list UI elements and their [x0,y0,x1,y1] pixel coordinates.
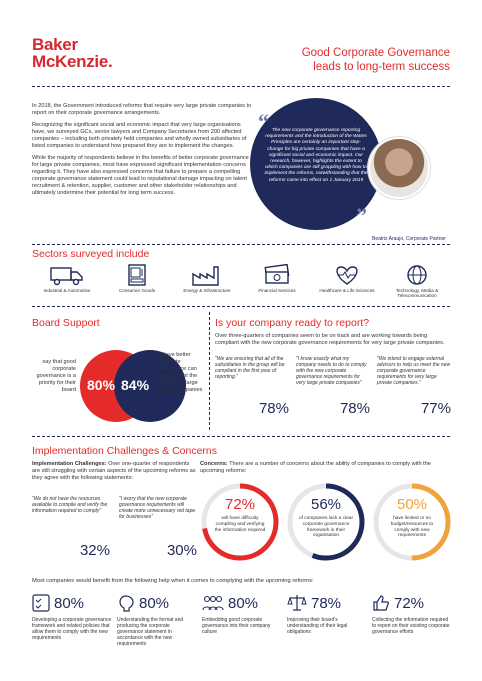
challenges-title: Implementation Challenges & Concerns [32,445,218,457]
concern-text: of companies lack a clear corporate governance framework in their organisation [298,516,354,539]
help-pct: 80% [139,594,170,612]
help-list [32,592,452,647]
money-icon [260,264,294,286]
factory-icon [190,264,224,286]
sectors-title: Sectors surveyed include [32,248,150,260]
concern-text: will have difficulty compiling and verifying the information required [214,516,266,533]
globe-icon [400,264,434,286]
sector-item [312,264,382,299]
help-item [32,592,112,647]
truck-icon [50,264,84,286]
headline-line1: Good Corporate Governance [301,47,450,59]
ready-quote-card [215,356,289,418]
brand-logo-line2: McKenzie. [32,52,113,71]
sector-item [382,264,452,299]
intro-paragraph-2: Recognizing the significant social and economic impact that very large organisations have, we surveyed GCs, senior lawyers and Company Secretaries from 200 affected companies – including both privately held companies and wholly owned subsidiaries of listed companies to understand how prepared they are to implement the changes. [32,122,247,149]
divider-challenges [32,436,450,437]
help-pct: 80% [228,594,259,612]
sector-label: Technology, Media & Telecommunication [395,287,439,298]
intro-text [32,103,254,202]
sectors-list [32,264,452,299]
concerns-bold: Concerns: [200,461,228,467]
partner-quote: The new corporate governance reporting requirements and the introduction of the Wates Principles are certainly an important step-change for big private companies that have a significant social and economic impact. Our research, however, highlights the extent to which companies are still grappling with how to implement the reforms, notwithstanding that the reforms came into effect on 1 January 2019 [264,128,368,183]
headline-line2: leads to long-term success [313,61,450,73]
help-pct: 80% [54,594,85,612]
thumbs-up-icon [372,594,390,612]
concern-pct: 72% [224,496,256,513]
concern-rings [200,482,452,562]
help-pct: 72% [394,594,425,612]
challenge-quote-pct: 30% [166,542,197,559]
concern-ring [200,482,280,562]
help-title: Most companies would benefit from the following help when it comes to complying with the upcoming reforms: [32,578,314,584]
board-pct-2: 84% [121,377,150,393]
help-item [287,592,367,647]
help-text: Improving their board's understanding of their legal obligations [287,617,348,635]
ready-quote-text: "I know exactly what my company needs to do to comply with the new corporate governance requirements for very large private companies" [296,356,367,386]
concern-ring [372,482,452,562]
help-pct: 78% [311,594,342,612]
brand-logo-line1: Baker [32,35,78,54]
challenge-quote-card [32,496,110,560]
divider-board [32,306,450,307]
ready-quote-card [296,356,370,418]
ready-quote-pct: 78% [339,400,370,417]
sector-label: Financial Services [258,287,296,293]
help-item [202,592,282,647]
header-divider [32,86,450,87]
heartbeat-icon [330,264,364,286]
divider-sectors [32,244,450,245]
vertical-divider [209,312,210,430]
challenge-quote-text: "I worry that the new corporate governance requirements will create more unnecessary red tape for businesses" [119,496,196,520]
help-text: Understanding the format and producing the corporate governance statement in accordance with the new requirements [117,617,184,647]
ready-quote-pct: 77% [420,400,451,417]
scales-icon [287,594,307,612]
help-text: Developing a corporate governance framework and related policies that allow them to comply with the new requirements [32,617,112,641]
intro-paragraph-3: While the majority of respondents believe in the benefits of better corporate governance for large private companies, most have expressed significant implementation concerns regarding it. They have also expressed concerns that failure to prepare a compelling corporate governance statement could lead to reputational damage impacting on talent recruitment & retention, supplier, customer and other stakeholder relationships and ultimately undermine their potential for long term success. [32,155,249,196]
sector-item [242,264,312,299]
concerns-text: There are a number of concerns about the ability of companies to comply with the upcoming reforms: [200,461,431,474]
board-right-text: believe better corporate governance can help prevent the collapse of large private companies [157,352,203,393]
brain-icon [117,594,135,612]
ready-intro: Over three-quarters of companies seem to be on track and are working towards being compliant with the new corporate governance requirements for very large private companies. [215,333,445,346]
help-item [117,592,197,647]
sector-label: Consumer Goods [118,287,155,293]
concern-text: have limited or no budget/resources to comply with new requirements [390,516,434,539]
sector-item [172,264,242,299]
challenge-quote-text: "We do not have the resources available to compile and verify the information required to comply" [32,496,108,514]
help-item [372,592,452,647]
ready-quotes [215,356,451,418]
ready-quote-text: "We intend to engage external advisors to help us meet the new corporate governance requirements for very large private companies." [377,356,451,386]
challenges-lead-bold: Implementation Challenges: [32,461,107,467]
concern-ring [286,482,366,562]
open-quote-icon: “ [258,109,269,134]
checklist-icon [32,594,50,612]
ready-quote-card [377,356,451,418]
close-quote-icon: ” [356,203,367,228]
page-headline [270,46,450,74]
challenges-lead [32,461,197,482]
help-text: Collecting the information required to report on their existing corporate governance efforts [372,617,450,635]
intro-paragraph-1: In 2018, the Government introduced reforms that require very large private companies to report on their corporate governance arrangements. [32,103,252,116]
board-title: Board Support [32,317,100,329]
board-left-text: say that good corporate governance is a priority for their board [36,359,76,393]
concern-pct: 50% [396,496,428,513]
sector-label: Energy & Infrastructure [183,287,231,293]
sector-label: Healthcare & Life Sciences [319,287,375,293]
challenge-quotes [32,496,197,560]
sector-item [32,264,102,299]
board-pct-1: 80% [87,377,116,393]
help-text: Embedding good corporate governance into their company culture [202,617,271,635]
challenges-lead-text: Over one-quarter of respondents are still struggling with certain aspects of the upcoming reforms as they agree with the following statements: [32,461,196,481]
sector-item [102,264,172,299]
challenge-quote-pct: 32% [79,542,110,559]
challenge-quote-card [119,496,197,560]
vending-machine-icon [120,264,154,286]
concerns-lead [200,461,452,475]
sector-label: Industrial & Automotive [43,287,91,293]
ready-quote-text: "We are ensuring that all of the subsidiaries in the group will be compliant in the first year of reporting." [215,356,285,380]
people-icon [202,594,224,612]
ready-title: Is your company ready to report? [215,317,370,329]
partner-photo [368,137,430,199]
concern-pct: 56% [310,496,342,513]
partner-caption: Beatriz Araujo, Corporate Partner [372,236,446,242]
ready-quote-pct: 78% [258,400,289,417]
